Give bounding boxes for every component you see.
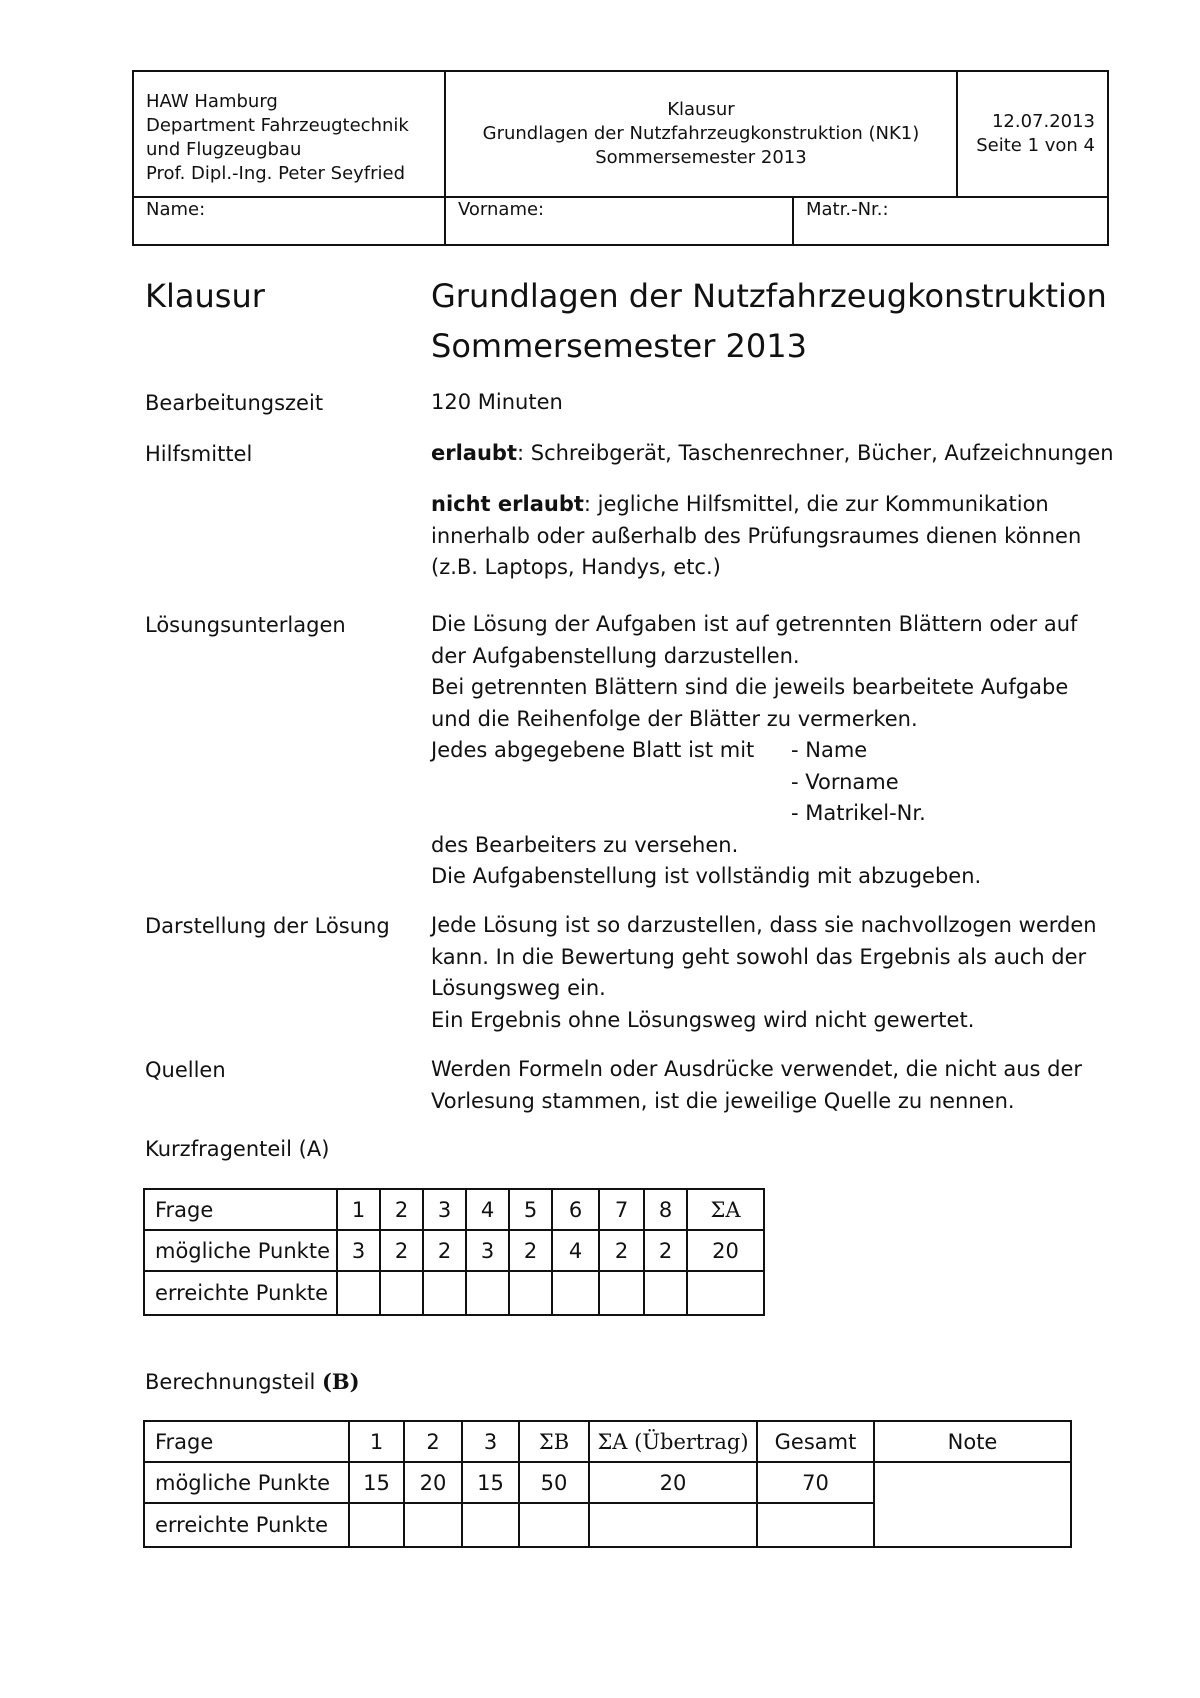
points-cell: 2: [644, 1230, 687, 1271]
table-row: [144, 1271, 764, 1315]
page-number: Seite 1 von 4: [976, 135, 1095, 156]
row-label: mögliche Punkte: [144, 1230, 337, 1271]
score-entry-cell[interactable]: [757, 1503, 874, 1547]
exam-title-line1: Grundlagen der Nutzfahrzeugkonstruktion: [431, 277, 1107, 315]
date-page-cell: [957, 71, 1108, 197]
aids-not-allowed: [431, 489, 1111, 584]
not-allowed-keyword: nicht erlaubt: [431, 492, 584, 516]
table-row: [144, 1421, 1071, 1462]
docs-list-line: [431, 735, 1111, 767]
table-row: [144, 1189, 764, 1230]
row-label: erreichte Punkte: [144, 1271, 337, 1315]
exam-line: Klausur: [667, 99, 735, 120]
grade-header: Note: [874, 1421, 1071, 1462]
part-b-table: [143, 1420, 1072, 1548]
title-label: Klausur: [145, 277, 265, 315]
first-name-field[interactable]: [445, 197, 793, 245]
question-number: 2: [380, 1189, 423, 1230]
question-number: 8: [644, 1189, 687, 1230]
part-a-table: [143, 1188, 765, 1316]
grade-entry-cell[interactable]: [874, 1462, 1071, 1547]
docs-paragraph: Die Lösung der Aufgaben ist auf getrennten Blättern oder auf der Aufgabenstellung darzustellen.: [431, 612, 1078, 668]
docs-text: [431, 609, 1111, 893]
score-entry-cell[interactable]: [466, 1271, 509, 1315]
score-entry-cell[interactable]: [644, 1271, 687, 1315]
part-b-title-suffix: (B): [321, 1369, 360, 1394]
score-entry-cell[interactable]: [423, 1271, 466, 1315]
question-number: 3: [462, 1421, 519, 1462]
allowed-keyword: erlaubt: [431, 441, 517, 465]
matr-label: Matr.-Nr.:: [806, 199, 889, 220]
points-cell: 2: [509, 1230, 552, 1271]
docs-list-item: - Name: [791, 738, 868, 762]
question-number: 5: [509, 1189, 552, 1230]
docs-paragraph: des Bearbeiters zu versehen.: [431, 832, 739, 857]
aids-label: Hilfsmittel: [145, 442, 253, 466]
exam-info-cell: [445, 71, 957, 197]
question-number: 1: [349, 1421, 404, 1462]
exam-line: Sommersemester 2013: [595, 147, 807, 168]
carryover-header: ΣA (Übertrag): [589, 1421, 757, 1462]
points-cell: 20: [404, 1462, 462, 1503]
table-row: [144, 1230, 764, 1271]
header-table: [132, 70, 1109, 246]
points-cell: 3: [466, 1230, 509, 1271]
points-cell: 15: [462, 1462, 519, 1503]
docs-paragraph: Jedes abgegebene Blatt ist mit: [431, 738, 755, 762]
presentation-paragraph: Ein Ergebnis ohne Lösungsweg wird nicht gewertet.: [431, 1007, 975, 1032]
points-cell: 50: [519, 1462, 589, 1503]
score-entry-cell[interactable]: [599, 1271, 644, 1315]
exam-line: Grundlagen der Nutzfahrzeugkonstruktion (NK1): [482, 123, 920, 144]
question-number: 2: [404, 1421, 462, 1462]
score-entry-cell[interactable]: [462, 1503, 519, 1547]
institution-line: und Flugzeugbau: [146, 139, 302, 160]
points-cell: 20: [589, 1462, 757, 1503]
row-label: erreichte Punkte: [144, 1503, 349, 1547]
exam-title: [431, 271, 1121, 371]
table-row: [144, 1462, 1071, 1503]
score-entry-cell[interactable]: [349, 1503, 404, 1547]
docs-paragraph: Die Aufgabenstellung ist vollständig mit abzugeben.: [431, 864, 982, 888]
docs-paragraph: Bei getrennten Blättern sind die jeweils bearbeitete Aufgabe und die Reihenfolge der Blätter zu vermerken.: [431, 675, 1069, 731]
score-entry-cell[interactable]: [519, 1503, 589, 1547]
name-field[interactable]: [133, 197, 445, 245]
score-entry-cell[interactable]: [404, 1503, 462, 1547]
name-label: Name:: [146, 199, 206, 220]
exam-title-line2: Sommersemester 2013: [431, 327, 807, 365]
question-number: 1: [337, 1189, 380, 1230]
points-cell: 4: [552, 1230, 599, 1271]
question-number: 3: [423, 1189, 466, 1230]
docs-list-line: [431, 767, 1111, 799]
sources-text: Werden Formeln oder Ausdrücke verwendet, die nicht aus der Vorlesung stammen, ist die jeweilige Quelle zu nennen.: [431, 1057, 1083, 1113]
points-cell: 3: [337, 1230, 380, 1271]
points-cell: 70: [757, 1462, 874, 1503]
aids-allowed: [431, 438, 1121, 470]
total-header: Gesamt: [757, 1421, 874, 1462]
points-cell: 2: [380, 1230, 423, 1271]
points-cell: 20: [687, 1230, 764, 1271]
sum-a-header: ΣA: [687, 1189, 764, 1230]
presentation-label: Darstellung der Lösung: [145, 914, 390, 938]
points-cell: 2: [423, 1230, 466, 1271]
exam-date: 12.07.2013: [991, 111, 1095, 132]
row-label: Frage: [144, 1189, 337, 1230]
institution-cell: [133, 71, 445, 197]
score-entry-cell[interactable]: [380, 1271, 423, 1315]
part-a-title: Kurzfragenteil (A): [145, 1137, 330, 1161]
first-name-label: Vorname:: [458, 199, 545, 220]
docs-list-item: - Matrikel-Nr.: [791, 801, 926, 825]
score-entry-cell[interactable]: [552, 1271, 599, 1315]
points-cell: 15: [349, 1462, 404, 1503]
row-label: mögliche Punkte: [144, 1462, 349, 1503]
question-number: 7: [599, 1189, 644, 1230]
presentation-paragraph: Jede Lösung ist so darzustellen, dass sie nachvollzogen werden kann. In die Bewertung geht sowohl das Ergebnis als auch der Lösungsweg ein.: [431, 913, 1097, 1000]
score-entry-cell[interactable]: [589, 1503, 757, 1547]
institution-line: HAW Hamburg: [146, 91, 278, 112]
sources-label: Quellen: [145, 1058, 226, 1082]
points-cell: 2: [599, 1230, 644, 1271]
presentation-text: [431, 910, 1111, 1036]
row-label: Frage: [144, 1421, 349, 1462]
docs-list-item: - Vorname: [791, 769, 899, 794]
matr-field[interactable]: [793, 197, 1108, 245]
time-value: 120 Minuten: [431, 390, 563, 414]
institution-line: Prof. Dipl.-Ing. Peter Seyfried: [146, 163, 406, 184]
question-number: 4: [466, 1189, 509, 1230]
part-b-title: [145, 1369, 360, 1394]
allowed-text: : Schreibgerät, Taschenrechner, Bücher, Aufzeichnungen: [517, 441, 1114, 465]
institution-line: Department Fahrzeugtechnik: [146, 115, 409, 136]
score-entry-cell[interactable]: [509, 1271, 552, 1315]
part-b-title-text: Berechnungsteil: [145, 1370, 316, 1394]
docs-label: Lösungsunterlagen: [145, 613, 346, 637]
docs-list-line: [431, 798, 1111, 830]
score-entry-cell[interactable]: [337, 1271, 380, 1315]
score-entry-cell[interactable]: [687, 1271, 764, 1315]
question-number: 6: [552, 1189, 599, 1230]
sum-b-header: ΣB: [519, 1421, 589, 1462]
not-allowed-text: : jegliche Hilfsmittel, die zur Kommunikation innerhalb oder außerhalb des Prüfungsraumes dienen können (z.B. Laptops, Handys, etc.): [431, 492, 1082, 579]
time-label: Bearbeitungszeit: [145, 391, 324, 415]
